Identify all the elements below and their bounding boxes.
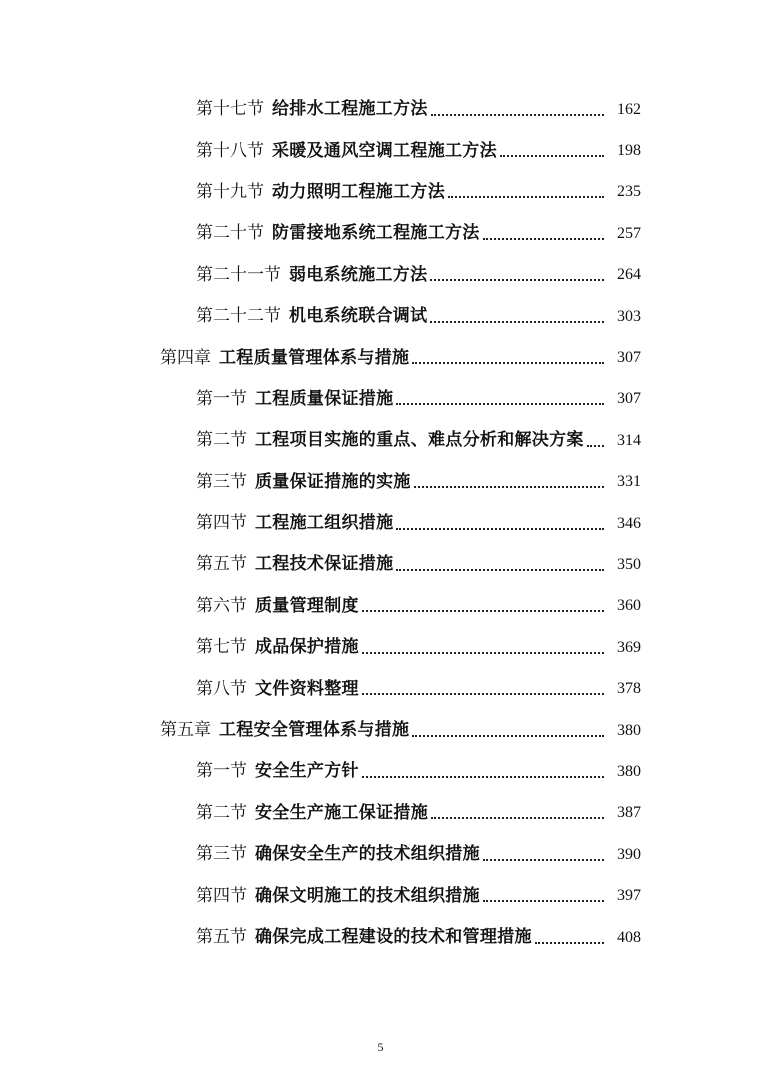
toc-entry[interactable] bbox=[0, 875, 761, 916]
toc-entry-number: 第十九节 bbox=[196, 181, 264, 202]
toc-entry-title: 弱电系统施工方法 bbox=[289, 264, 428, 285]
toc-entry-number: 第二十二节 bbox=[196, 306, 281, 327]
toc-leader-dots bbox=[483, 859, 604, 861]
toc-entry-number: 第一节 bbox=[196, 761, 247, 782]
toc-entry-title: 质量管理制度 bbox=[255, 595, 359, 616]
toc-entry-page: 257 bbox=[617, 224, 641, 242]
toc-entry-number: 第三节 bbox=[196, 471, 247, 492]
toc-entry[interactable] bbox=[0, 627, 761, 668]
toc-entry-page: 307 bbox=[617, 390, 641, 408]
toc-entry-number: 第八节 bbox=[196, 678, 247, 699]
toc-entry-number: 第二节 bbox=[196, 430, 247, 451]
toc-entry-page: 387 bbox=[617, 804, 641, 822]
toc-leader-dots bbox=[412, 735, 604, 737]
toc-entry-page: 390 bbox=[617, 845, 641, 863]
toc-entry-number: 第四节 bbox=[196, 885, 247, 906]
toc-leader-dots bbox=[396, 569, 604, 571]
toc-leader-dots bbox=[362, 652, 604, 654]
toc-entry-title: 确保安全生产的技术组织措施 bbox=[255, 844, 480, 865]
toc-leader-dots bbox=[448, 196, 604, 198]
toc-entry-page: 162 bbox=[617, 100, 641, 118]
toc-entry-number: 第十八节 bbox=[196, 140, 264, 161]
toc-entry-title: 采暖及通风空调工程施工方法 bbox=[272, 140, 497, 161]
toc-entry-number: 第二节 bbox=[196, 802, 247, 823]
toc-entry-number: 第二十一节 bbox=[196, 264, 281, 285]
toc-entry-title: 工程质量保证措施 bbox=[255, 388, 394, 409]
toc-entry-page: 397 bbox=[617, 887, 641, 905]
toc-entry-title: 工程施工组织措施 bbox=[255, 513, 394, 534]
toc-entry-page: 369 bbox=[617, 638, 641, 656]
toc-chapter-title: 工程质量管理体系与措施 bbox=[219, 347, 410, 368]
toc-entry-number: 第二十节 bbox=[196, 223, 264, 244]
toc-entry-page: 378 bbox=[617, 680, 641, 698]
toc-chapter-page: 307 bbox=[617, 349, 641, 367]
toc-entry-page: 380 bbox=[617, 762, 641, 780]
toc-leader-dots bbox=[396, 403, 604, 405]
toc-entry[interactable] bbox=[0, 751, 761, 792]
toc-entry-title: 成品保护措施 bbox=[255, 637, 359, 658]
toc-leader-dots bbox=[431, 114, 604, 116]
toc-entry-number: 第三节 bbox=[196, 844, 247, 865]
toc-leader-dots bbox=[483, 238, 604, 240]
toc-entry-number: 第六节 bbox=[196, 595, 247, 616]
toc-entry-title: 质量保证措施的实施 bbox=[255, 471, 411, 492]
toc-entry-title: 确保完成工程建设的技术和管理措施 bbox=[255, 927, 532, 947]
toc-entry[interactable] bbox=[0, 420, 761, 461]
toc-entry[interactable] bbox=[0, 379, 761, 420]
toc-leader-dots bbox=[414, 486, 604, 488]
toc-entry-title: 给排水工程施工方法 bbox=[272, 99, 428, 120]
toc-entry[interactable] bbox=[0, 793, 761, 834]
toc-entry-number: 第七节 bbox=[196, 637, 247, 658]
toc-chapter[interactable] bbox=[0, 337, 761, 378]
toc-leader-dots bbox=[431, 817, 604, 819]
toc-entry[interactable] bbox=[0, 544, 761, 585]
toc-leader-dots bbox=[362, 693, 604, 695]
toc-entry-title: 机电系统联合调试 bbox=[289, 306, 428, 327]
toc-leader-dots bbox=[362, 610, 604, 612]
toc-entry-title: 安全生产方针 bbox=[255, 761, 359, 782]
toc-entry-title: 动力照明工程施工方法 bbox=[272, 181, 445, 202]
toc-leader-dots bbox=[587, 445, 604, 447]
toc-chapter-number: 第五章 bbox=[160, 720, 211, 741]
toc-entry-number: 第一节 bbox=[196, 388, 247, 409]
toc-entry-title: 工程技术保证措施 bbox=[255, 554, 394, 575]
toc-entry-title: 工程项目实施的重点、难点分析和解决方案 bbox=[255, 430, 584, 451]
toc-entry[interactable] bbox=[0, 834, 761, 875]
toc-chapter-number: 第四章 bbox=[160, 347, 211, 368]
toc-entry-number: 第四节 bbox=[196, 513, 247, 534]
toc-entry[interactable] bbox=[0, 296, 761, 337]
toc-entry[interactable] bbox=[0, 586, 761, 627]
toc-entry[interactable] bbox=[0, 255, 761, 296]
toc-entry-page: 331 bbox=[617, 473, 641, 491]
toc-entry-page: 350 bbox=[617, 555, 641, 573]
toc-entry-page: 314 bbox=[617, 431, 641, 449]
toc-entry-page: 408 bbox=[617, 928, 641, 946]
toc-entry[interactable] bbox=[0, 503, 761, 544]
toc-entry[interactable] bbox=[0, 668, 761, 709]
table-of-contents bbox=[0, 89, 761, 958]
page-number: 5 bbox=[377, 1040, 384, 1054]
toc-entry-title: 防雷接地系统工程施工方法 bbox=[272, 223, 480, 244]
toc-entry-title: 确保文明施工的技术组织措施 bbox=[255, 885, 480, 906]
toc-leader-dots bbox=[396, 528, 604, 530]
toc-leader-dots bbox=[500, 155, 604, 157]
toc-chapter[interactable] bbox=[0, 710, 761, 751]
toc-entry-title: 文件资料整理 bbox=[255, 678, 359, 699]
toc-entry[interactable] bbox=[0, 130, 761, 171]
toc-leader-dots bbox=[362, 776, 604, 778]
toc-entry-page: 198 bbox=[617, 142, 641, 160]
toc-leader-dots bbox=[535, 942, 604, 944]
toc-entry-number: 第五节 bbox=[196, 927, 247, 947]
toc-entry[interactable] bbox=[0, 213, 761, 254]
toc-entry-page: 264 bbox=[617, 266, 641, 284]
toc-leader-dots bbox=[430, 321, 604, 323]
toc-entry[interactable] bbox=[0, 462, 761, 503]
toc-leader-dots bbox=[483, 900, 604, 902]
toc-entry-page: 235 bbox=[617, 183, 641, 201]
toc-entry-title: 安全生产施工保证措施 bbox=[255, 802, 428, 823]
toc-leader-dots bbox=[430, 279, 604, 281]
toc-entry-page: 346 bbox=[617, 514, 641, 532]
toc-entry-page: 360 bbox=[617, 597, 641, 615]
toc-entry-number: 第五节 bbox=[196, 554, 247, 575]
toc-chapter-page: 380 bbox=[617, 721, 641, 739]
toc-leader-dots bbox=[412, 362, 604, 364]
toc-entry-page: 303 bbox=[617, 307, 641, 325]
toc-entry[interactable] bbox=[0, 89, 761, 130]
toc-chapter-title: 工程安全管理体系与措施 bbox=[219, 720, 410, 741]
toc-entry[interactable] bbox=[0, 917, 761, 958]
toc-entry[interactable] bbox=[0, 172, 761, 213]
toc-entry-number: 第十七节 bbox=[196, 99, 264, 120]
